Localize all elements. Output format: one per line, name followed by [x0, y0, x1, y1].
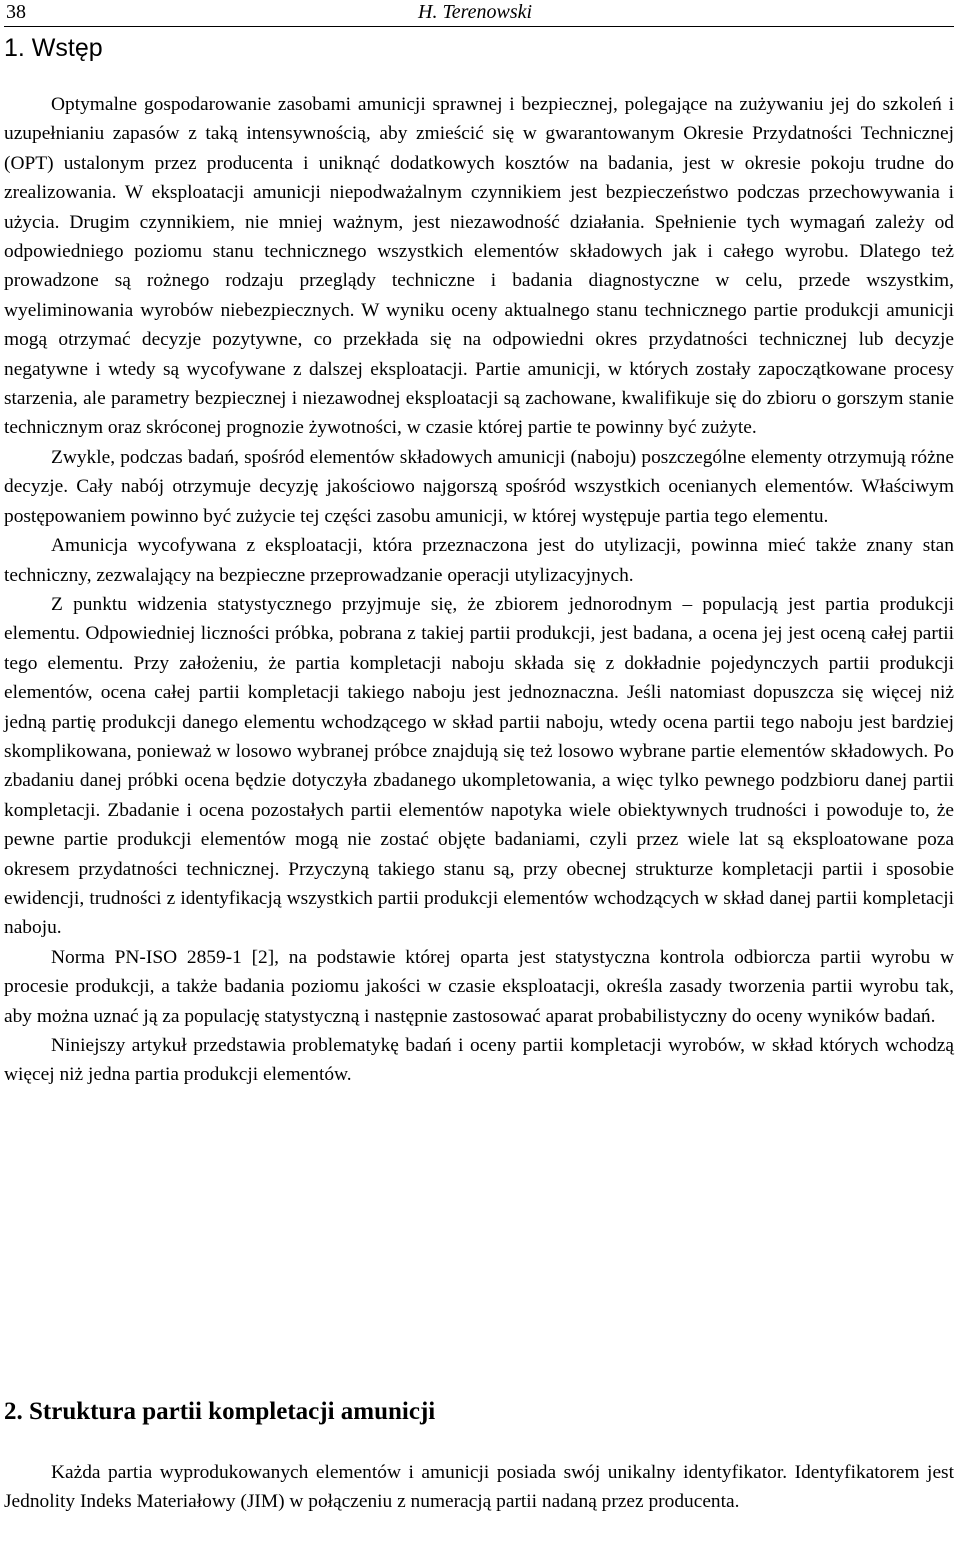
paragraph: Norma PN-ISO 2859-1 [2], na podstawie której oparta jest statystyczna kontrola odbiorcza partii wyrobu w procesie produkcji, a także badania poziomu jakości w czasie eksploatacji, określa zasady tworzenia partii wyrobu tak, aby można uznać ją za populację statystyczną i następnie zastosować aparat probabilistyczny do oceny wyników badań.: [4, 946, 954, 1027]
paragraph: Optymalne gospodarowanie zasobami amunicji sprawnej i bezpiecznej, polegające na zużywaniu jej do szkoleń i uzupełnianiu zapasów z taką intensywnością, aby zmieścić się w gwarantowanym Okresie Przydatności Technicznej (OPT) ustalonym przez producenta i uniknąć dodatkowych kosztów na badania, jest w okresie pokoju trudne do zrealizowania. W eksploatacji amunicji niepodważalnym czynnikiem jest bezpieczeństwo podczas przechowywania i użycia. Drugim czynnikiem, nie mniej ważnym, jest niezawodność działania. Spełnienie tych wymagań zależy od odpowiedniego poziomu stanu technicznego wszystkich elementów składowych jak i całego wyrobu. Dlatego też prowadzone są rożnego rodzaju przeglądy techniczne i badania diagnostyczne w celu, przede wszystkim, wyeliminowania wyrobów niebezpiecznych. W wyniku oceny aktualnego stanu technicznego partie produkcji amunicji mogą otrzymać decyzje pozytywne, co przekłada się na odpowiedni okres przydatności technicznej lub decyzje negatywne i wtedy są wycofywane z dalszej eksploatacji. Partie amunicji, w których zostały zapoczątkowane procesy starzenia, ale parametry bezpiecznej i niezawodnej eksploatacji są zachowane, kwalifikuje się do zbioru o gorszym stanie technicznym oraz skróconej prognozie żywotności, w czasie której partie te powinny być zużyte.: [4, 94, 954, 439]
paragraph: Każda partia wyprodukowanych elementów i amunicji posiada swój unikalny identyfikator. Identyfikatorem jest Jednolity Indeks Materiałowy (JIM) w połączeniu z numeracją partii nadaną przez producenta.: [4, 1462, 954, 1513]
paragraph: Niniejszy artykuł przedstawia problematykę badań i oceny partii kompletacji wyrobów, w skład których wchodzą więcej niż jedna partia produkcji elementów.: [4, 1035, 954, 1086]
section-2-heading: 2. Struktura partii kompletacji amunicji: [4, 1398, 436, 1425]
paragraph: Amunicja wycofywana z eksploatacji, która przeznaczona jest do utylizacji, powinna mieć także znany stan techniczny, zezwalający na bezpieczne przeprowadzanie operacji utylizacyjnych.: [4, 535, 954, 586]
section-2-body: [4, 1458, 954, 1517]
running-head-author: H. Terenowski: [418, 1, 533, 23]
paragraph: Zwykle, podczas badań, spośród elementów składowych amunicji (naboju) poszczególne elementy otrzymują różne decyzje. Cały nabój otrzymuje decyzję jakościowo najgorszą spośród wszystkich ocenianych elementów. Właściwym postępowaniem powinno być zużycie tej części zasobu amunicji, w której występuje partia tego elementu.: [4, 446, 954, 527]
page-number: 38: [6, 1, 26, 23]
paragraph: Z punktu widzenia statystycznego przyjmuje się, że zbiorem jednorodnym – populacją jest partia produkcji elementu. Odpowiedniej liczności próbka, pobrana z takiej partii produkcji, jest badana, a ocena jej jest oceną całej partii tego elementu. Przy założeniu, że partia kompletacji naboju składa się z dokładnie pojedynczych partii produkcji elementów, ocena całej partii kompletacji takiego naboju jest jednoznaczna. Jeśli natomiast dopuszcza się więcej niż jedną partię produkcji danego elementu wchodzącego w skład partii naboju, wtedy ocena partii tego naboju jest bardziej skomplikowana, ponieważ w losowo wybranej próbce znajdują się też losowo wybrane partie elementów składowych. Po zbadaniu danej próbki ocena będzie dotyczyła zbadanego ukompletowania, a więc tylko pewnego podzbioru danej partii kompletacji. Zbadanie i ocena pozostałych partii elementów napotyka wiele obiektywnych trudności i powoduje to, że pewne partie produkcji elementów mogą nie zostać objęte badaniami, czyli przez wiele lat są eksploatowane poza okresem przydatności technicznej. Przyczyną takiego stanu są, przy obecnej strukturze kompletacji partii i sposobie ewidencji, trudności z identyfikacją wszystkich partii produkcji elementów wchodzących w skład danej partii kompletacji naboju.: [4, 593, 954, 939]
page-header: [4, 0, 954, 27]
section-1-heading: 1. Wstęp: [4, 34, 103, 62]
section-1-body: [4, 90, 954, 1090]
